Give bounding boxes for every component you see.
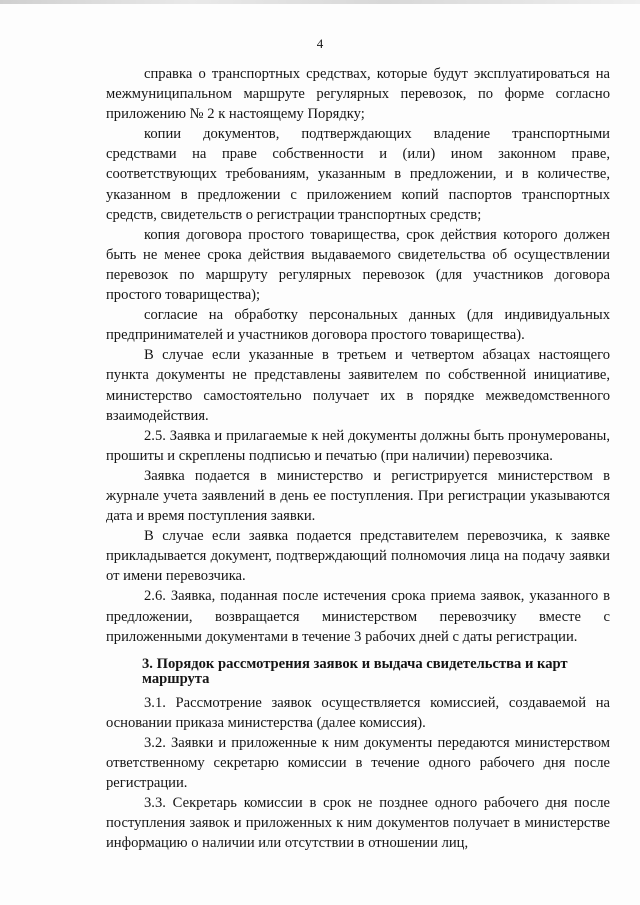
paragraph-ownership-docs: копии документов, подтверждающих владение транспортными средствами на праве собственности и (или) ином законном праве, соответствующих требованиям, указанным в предложении, и в количестве, указанном в предложении с приложением копий паспортов транспортных средств, свидетельств о регистрации транспортных средств; <box>106 126 610 223</box>
paragraph-3-2: 3.2. Заявки и приложенные к ним документы передаются министерством ответственному секретарю комиссии в течение одного рабочего дня после регистрации. <box>106 734 610 792</box>
section-heading-3: 3. Порядок рассмотрения заявок и выдача свидетельства и карт маршрута <box>142 655 568 687</box>
document-body <box>106 64 610 853</box>
paragraph-3-1: 3.1. Рассмотрение заявок осуществляется комиссией, создаваемой на основании приказа министерства (далее комиссия). <box>106 694 610 731</box>
paragraph-representative: В случае если заявка подается представителем перевозчика, к заявке прикладывается документ, подтверждающий полномочия лица на подачу заявки от имени перевозчика. <box>106 528 610 585</box>
paragraph-vehicle-info: справка о транспортных средствах, которые будут эксплуатироваться на межмуниципальном маршруте регулярных перевозок, по форме согласно приложению № 2 к настоящему Порядку; <box>106 66 610 123</box>
paragraph-personal-data-consent: согласие на обработку персональных данных (для индивидуальных предпринимателей и участников договора простого товарищества). <box>106 307 610 344</box>
paragraph-partnership-contract: копия договора простого товарищества, срок действия которого должен быть не менее срока действия выдаваемого свидетельства об осуществлении перевозок по маршруту регулярных перевозок (для участников договора простого товарищества); <box>106 226 610 304</box>
paragraph-2-5: 2.5. Заявка и прилагаемые к ней документы должны быть пронумерованы, прошиты и скреплены подписью и печатью (при наличии) перевозчика. <box>106 427 610 464</box>
paragraph-3-3: 3.3. Секретарь комиссии в срок не позднее одного рабочего дня после поступления заявок и приложенных к ним документов получает в министерстве информацию о наличии или отсутствии в отношении лиц, <box>106 795 610 852</box>
page-number: 4 <box>316 36 324 51</box>
scan-edge <box>0 0 640 4</box>
paragraph-2-6: 2.6. Заявка, поданная после истечения срока приема заявок, указанного в предложении, возвращается министерством перевозчику вместе с приложенными документами в течение 3 рабочих дней с даты регистрации. <box>106 588 610 645</box>
paragraph-registration: Заявка подается в министерство и регистрируется министерством в журнале учета заявлений в день ее поступления. При регистрации указываются дата и время поступления заявки. <box>106 467 610 525</box>
paragraph-interagency: В случае если указанные в третьем и четвертом абзацах настоящего пункта документы не представлены заявителем по собственной инициативе, министерство самостоятельно получает их в порядке межведомственного взаимодействия. <box>106 347 610 424</box>
